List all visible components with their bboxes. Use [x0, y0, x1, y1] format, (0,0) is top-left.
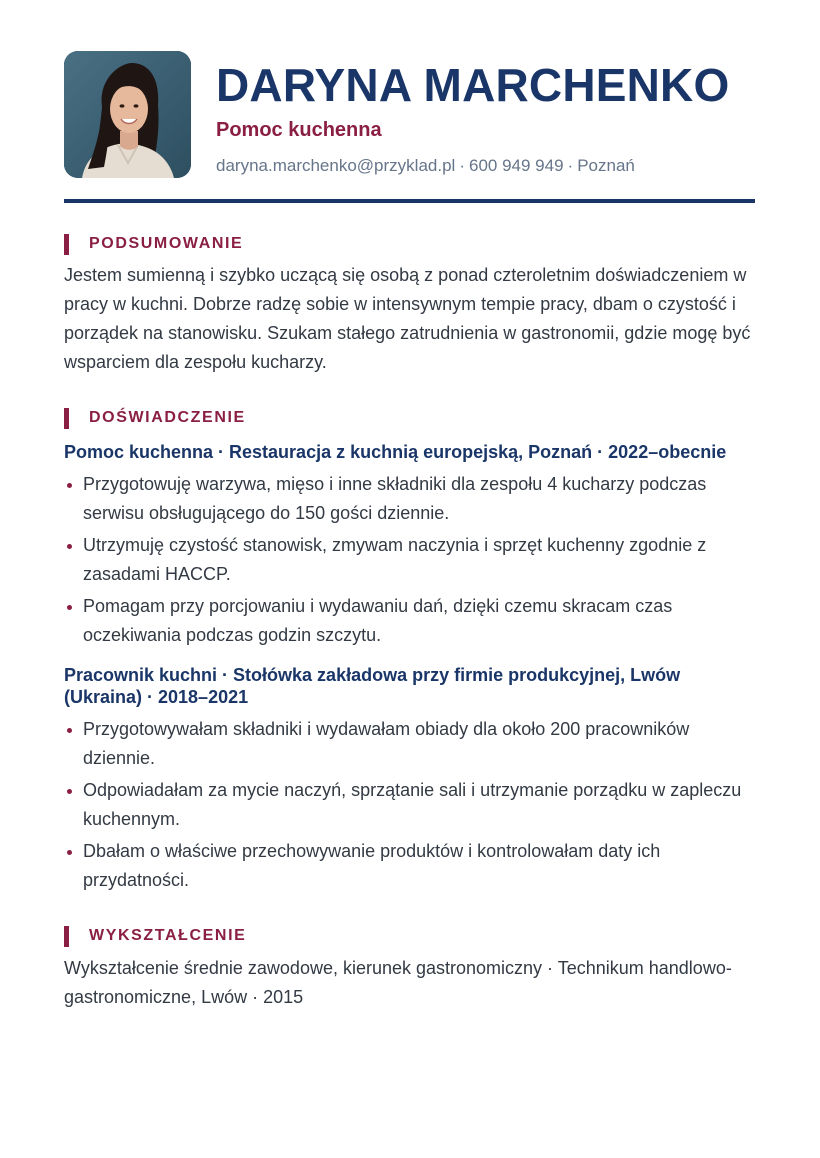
- candidate-role: Pomoc kuchenna: [216, 119, 382, 141]
- section-title: WYKSZTAŁCENIE: [89, 927, 247, 944]
- bullet-dot-icon: [67, 605, 72, 610]
- section-title: DOŚWIADCZENIE: [89, 409, 246, 426]
- bullet-dot-icon: [67, 728, 72, 733]
- contact-city: Poznań: [577, 156, 635, 175]
- profile-photo: [64, 51, 191, 178]
- job-bullet-text: Przygotowuję warzywa, mięso i inne składniki dla zespołu 4 kucharzy podczas serwisu obsługującego do 150 gości dziennie.: [83, 474, 707, 523]
- job-bullet: [64, 470, 754, 528]
- job-title: Pracownik kuchni · Stołówka zakładowa przy firmie produkcyjnej, Lwów (Ukraina) · 2018–2021: [64, 665, 681, 707]
- section-heading-education: [64, 925, 755, 947]
- bullet-dot-icon: [67, 789, 72, 794]
- resume-header: [64, 51, 755, 179]
- section-accent-bar: [64, 408, 69, 429]
- job-bullet-text: Utrzymuję czystość stanowisk, zmywam naczynia i sprzęt kuchenny zgodnie z zasadami HACCP.: [83, 535, 707, 584]
- section-accent-bar: [64, 234, 69, 255]
- profile-photo-illustration: [64, 51, 191, 178]
- job-bullet-text: Dbałam o właściwe przechowywanie produktów i kontrolowałam daty ich przydatności.: [83, 841, 661, 890]
- bullet-dot-icon: [67, 544, 72, 549]
- bullet-dot-icon: [67, 850, 72, 855]
- header-divider: [64, 199, 755, 203]
- contact-email[interactable]: daryna.marchenko@przyklad.pl: [216, 156, 456, 175]
- header-text: [216, 51, 729, 177]
- contact-phone[interactable]: 600 949 949: [468, 156, 564, 175]
- contact-line: [216, 155, 729, 177]
- section-title: PODSUMOWANIE: [89, 235, 244, 252]
- job-bullet: [64, 531, 754, 589]
- job-bullet: [64, 776, 754, 834]
- candidate-name: DARYNA MARCHENKO: [216, 59, 730, 111]
- section-heading-summary: [64, 233, 755, 255]
- job-bullet: [64, 592, 754, 650]
- job-bullet-text: Odpowiadałam za mycie naczyń, sprzątanie sali i utrzymanie porządku w zapleczu kuchennym.: [83, 780, 742, 829]
- job-bullet-text: Przygotowywałam składniki i wydawałam obiady dla około 200 pracowników dziennie.: [83, 719, 690, 768]
- job-bullet: [64, 715, 754, 773]
- job-bullets: [64, 470, 755, 650]
- bullet-dot-icon: [67, 483, 72, 488]
- section-heading-experience: [64, 407, 755, 429]
- job-bullet: [64, 837, 754, 895]
- job-title: Pomoc kuchenna · Restauracja z kuchnią europejską, Poznań · 2022–obecnie: [64, 442, 727, 462]
- contact-separator: ·: [459, 156, 465, 175]
- summary-text: Jestem sumienną i szybko uczącą się osobą z ponad czteroletnim doświadczeniem w pracy w kuchni. Dobrze radzę sobie w intensywnym tempie pracy, dbam o czystość i porządek na stanowisku. Szukam stałego zatrudnienia w gastronomii, gdzie mogę być wsparciem dla zespołu kucharzy.: [64, 265, 751, 372]
- contact-separator: ·: [567, 156, 574, 175]
- education-text: Wykształcenie średnie zawodowe, kierunek gastronomiczny · Technikum handlowo-gastronomiczne, Lwów · 2015: [64, 958, 732, 1007]
- job-bullets: [64, 715, 755, 895]
- job-bullet-text: Pomagam przy porcjowaniu i wydawaniu dań, dzięki czemu skracam czas oczekiwania podczas godzin szczytu.: [83, 596, 673, 645]
- section-accent-bar: [64, 926, 69, 947]
